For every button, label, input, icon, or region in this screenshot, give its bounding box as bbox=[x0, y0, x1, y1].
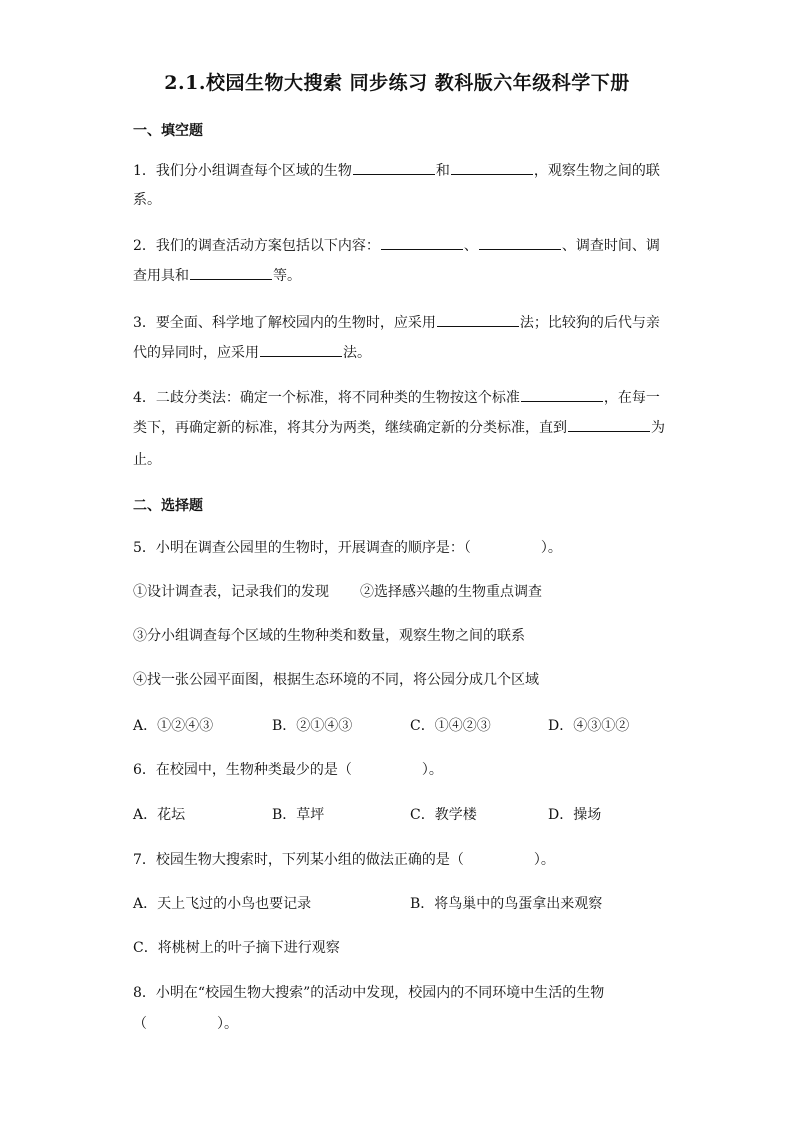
question-2-line-1: 2．我们的调查活动方案包括以下内容： 、 、调查时间、调 bbox=[133, 235, 663, 256]
question-1-line-2: 系。 bbox=[133, 192, 161, 208]
question-3-line-1: 3．要全面、科学地了解校园内的生物时，应采用 法；比较狗的后代与亲 bbox=[133, 312, 663, 333]
answer-blank[interactable] bbox=[381, 235, 463, 250]
question-2-line-2: 查用具和 等。 bbox=[133, 265, 663, 286]
answer-blank[interactable] bbox=[568, 417, 650, 432]
answer-blank[interactable] bbox=[353, 160, 435, 175]
answer-blank[interactable] bbox=[437, 312, 519, 327]
question-5-stem: 5．小明在调查公园里的生物时，开展调查的顺序是：（ ）。 bbox=[133, 540, 562, 556]
question-6-option-d[interactable]: D．操场 bbox=[548, 807, 602, 823]
section-choice-heading: 二、选择题 bbox=[133, 498, 203, 514]
question-1-line-1: 1．我们分小组调查每个区域的生物 和 ，观察生物之间的联 bbox=[133, 160, 663, 181]
section-fill-in-heading: 一、填空题 bbox=[133, 123, 203, 139]
question-5-step-2: ②选择感兴趣的生物重点调查 bbox=[360, 584, 542, 600]
question-5-step-3: ③分小组调查每个区域的生物种类和数量，观察生物之间的联系 bbox=[133, 628, 525, 644]
answer-blank[interactable] bbox=[479, 235, 561, 250]
answer-blank[interactable] bbox=[521, 387, 603, 402]
question-5-option-b[interactable]: B．②①④③ bbox=[272, 718, 353, 734]
question-6-stem: 6．在校园中，生物种类最少的是（ ）。 bbox=[133, 762, 443, 778]
answer-blank[interactable] bbox=[451, 160, 533, 175]
question-7-stem: 7．校园生物大搜索时，下列某小组的做法正确的是（ ）。 bbox=[133, 852, 555, 868]
question-6-option-b[interactable]: B．草坪 bbox=[272, 807, 325, 823]
question-5-step-4: ④找一张公园平面图，根据生态环境的不同，将公园分成几个区域 bbox=[133, 672, 539, 688]
question-7-option-c[interactable]: C．将桃树上的叶子摘下进行观察 bbox=[133, 940, 340, 956]
answer-blank[interactable] bbox=[190, 265, 272, 280]
question-5-step-1: ①设计调查表，记录我们的发现 bbox=[133, 584, 329, 600]
answer-blank[interactable] bbox=[260, 342, 342, 357]
question-7-option-a[interactable]: A．天上飞过的小鸟也要记录 bbox=[133, 896, 312, 912]
question-3-line-2: 代的异同时，应采用 法。 bbox=[133, 342, 663, 363]
question-4-line-3: 止。 bbox=[133, 452, 161, 468]
question-4-line-1: 4．二歧分类法：确定一个标准，将不同种类的生物按这个标准 ，在每一 bbox=[133, 387, 663, 408]
question-6-option-a[interactable]: A．花坛 bbox=[133, 807, 186, 823]
question-5-option-c[interactable]: C．①④②③ bbox=[410, 718, 491, 734]
page-title: 2.1.校园生物大搜索 同步练习 教科版六年级科学下册 bbox=[164, 72, 630, 94]
question-4-line-2: 类下，再确定新的标准，将其分为两类，继续确定新的分类标准，直到 为 bbox=[133, 417, 663, 438]
question-7-option-b[interactable]: B．将鸟巢中的鸟蛋拿出来观察 bbox=[410, 896, 603, 912]
question-5-option-a[interactable]: A．①②④③ bbox=[133, 718, 214, 734]
question-8-stem: 8．小明在“校园生物大搜索”的活动中发现，校园内的不同环境中生活的生物 bbox=[133, 985, 605, 1001]
question-6-option-c[interactable]: C．教学楼 bbox=[410, 807, 477, 823]
question-5-option-d[interactable]: D．④③①② bbox=[548, 718, 630, 734]
question-8-stem-cont: （ ）。 bbox=[133, 1016, 238, 1032]
